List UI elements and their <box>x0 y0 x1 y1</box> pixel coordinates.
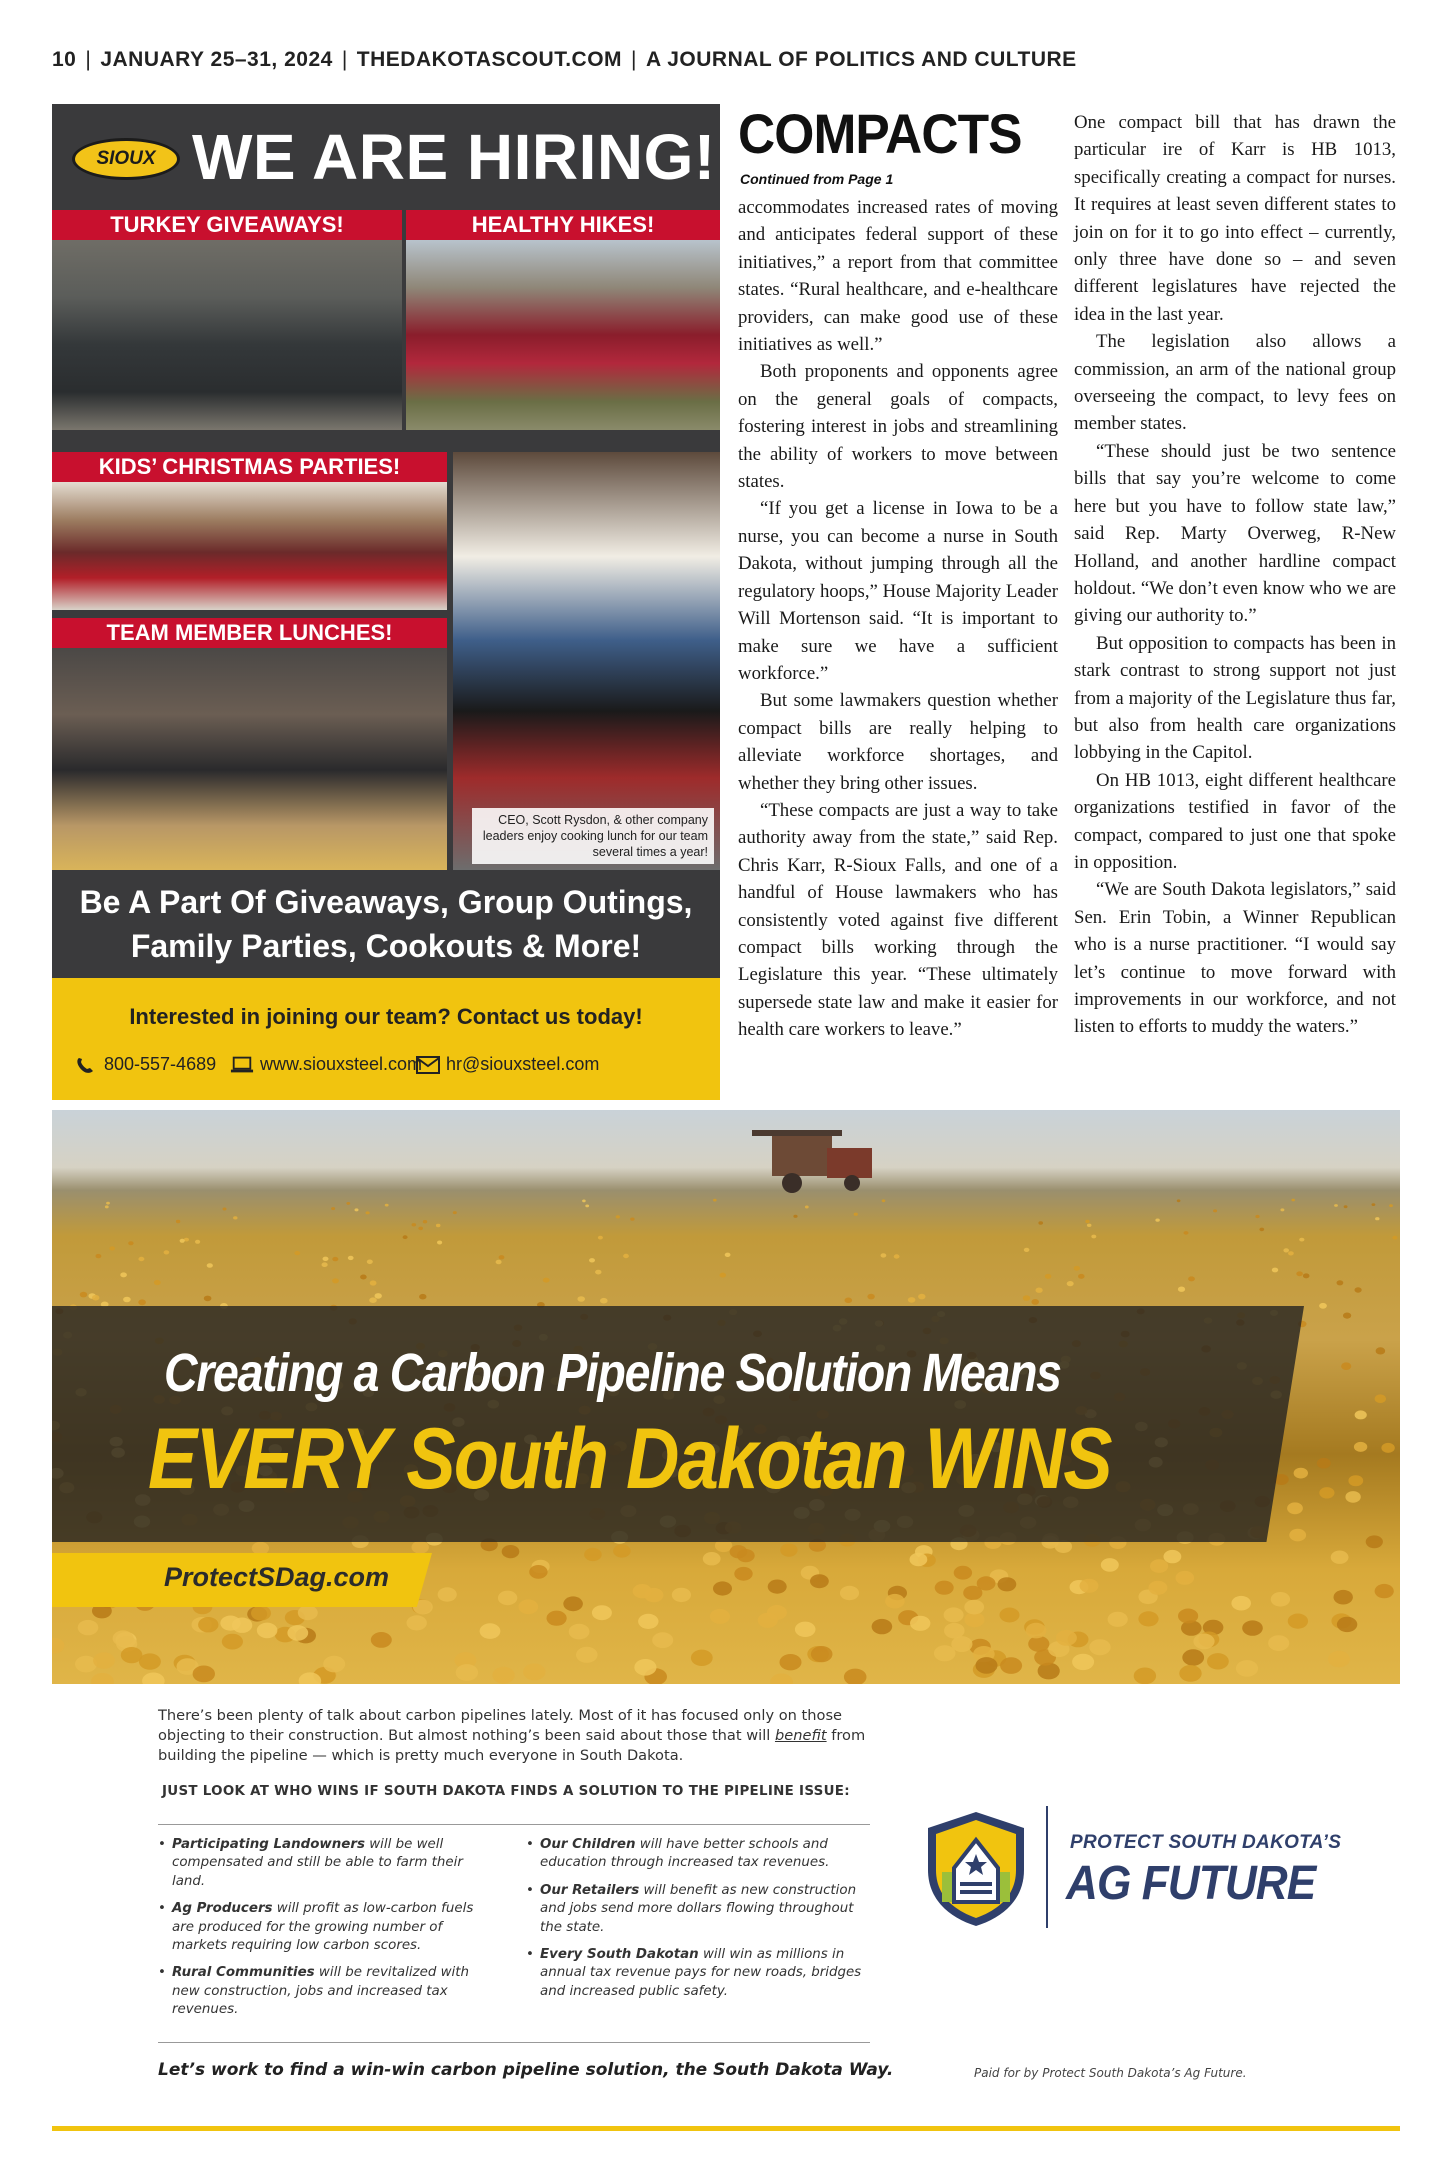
turkey-giveaway-image <box>52 240 402 430</box>
masthead: 10 | JANUARY 25–31, 2024 | THEDAKOTASCOUT.COM | A JOURNAL OF POLITICS AND CULTURE <box>52 48 1077 71</box>
article-paragraph: One compact bill that has drawn the particular ire of Karr is HB 1013, specifically creating a compact for nurses. It requires at least seven different states to join on for it to go into effect – currently, only three have done so – and seven different legislatures have rejected the idea in the last year. <box>1074 112 1396 325</box>
ceo-caption: CEO, Scott Rysdon, & other company leaders enjoy cooking lunch for our team several times a year! <box>472 808 714 864</box>
photo-label: HEALTHY HIKES! <box>406 210 720 240</box>
article-paragraph: “These compacts are just a way to take authority away from the state,” said Rep. Chris Karr, R-Sioux Falls, and one of a handful of House lawmakers who has consistently voted against five different compact bills working through the Legislature this year. “These ultimately supersede state law and make it easier for health care workers to leave.” <box>738 799 1058 1041</box>
article-paragraph: “If you get a license in Iowa to be a nurse, you can become a nurse in South Dakota, without jumping through all the regulatory hoops,” House Majority Leader Will Mortenson said. “It is important to make sure we have a sufficient workforce.” <box>738 498 1058 684</box>
hiring-tagline <box>52 870 720 978</box>
carbon-intro-text: There’s been plenty of talk about carbon pipelines lately. Most of it has focused only on those objecting to their construction. But almost nothing’s been said about those that will benefit from building the pipeline — which is pretty much everyone in South Dakota. <box>158 1707 866 1764</box>
winners-heading: JUST LOOK AT WHO WINS IF SOUTH DAKOTA FINDS A SOLUTION TO THE PIPELINE ISSUE: <box>162 1784 850 1799</box>
winner-item: • Our Retailers will benefit as new construction and jobs send more dollars flowing throughout the state. <box>526 1882 871 1937</box>
issue-date: JANUARY 25–31, 2024 <box>100 48 333 71</box>
winners-list-right <box>526 1836 871 2010</box>
logo-divider <box>1046 1806 1048 1928</box>
article-column-1 <box>738 194 1058 1044</box>
divider <box>158 2042 870 2043</box>
article-headline: COMPACTS <box>738 102 1022 165</box>
laptop-icon <box>230 1056 254 1074</box>
photo-healthy-hikes <box>406 210 720 430</box>
carbon-headline-line-1: Creating a Carbon Pipeline Solution Means <box>164 1343 1061 1403</box>
winner-item: • Our Children will have better schools and education through increased tax revenues. <box>526 1836 871 1873</box>
article-paragraph: “We are South Dakota legislators,” said Sen. Erin Tobin, a Winner Republican who is a nurse practitioner. “I would say let’s continue to move forward with improvements in our workforce, and not listen to efforts to muddy the waters.” <box>1074 879 1396 1038</box>
hiring-title: WE ARE HIRING! <box>192 121 716 193</box>
contact-question: Interested in joining our team? Contact us today! <box>129 1004 643 1029</box>
photo-turkey-giveaways <box>52 210 402 430</box>
photo-team-member-lunches <box>52 618 447 870</box>
article-paragraph: The legislation also allows a commission, an arm of the national group overseeing the compact, to levy fees on member states. <box>1074 331 1396 435</box>
hiring-header <box>52 104 720 206</box>
article-paragraph: But some lawmakers question whether compact bills are really helping to alleviate workforce shortages, and whether they bring other issues. <box>738 690 1058 794</box>
carbon-pipeline-banner <box>52 1110 1400 1684</box>
sioux-steel-logo: SIOUX <box>72 138 180 180</box>
barn-shield-icon <box>924 1810 1028 1928</box>
benefit-emphasis: benefit <box>774 1727 827 1744</box>
carbon-headline-line-2: EVERY South Dakotan WINS <box>148 1411 1111 1507</box>
winner-item: • Rural Communities will be revitalized with new construction, jobs and increased tax revenues. <box>158 1964 498 2019</box>
winner-item: • Ag Producers will profit as low-carbon fuels are produced for the growing number of markets requiring low carbon scores. <box>158 1900 498 1955</box>
photo-label: TEAM MEMBER LUNCHES! <box>52 618 447 648</box>
paid-for-disclaimer: Paid for by Protect South Dakota’s Ag Future. <box>974 2066 1247 2080</box>
website-contact[interactable]: www.siouxsteel.com <box>230 1054 422 1075</box>
photo-kids-christmas-parties <box>52 452 447 610</box>
email-contact[interactable]: hr@siouxsteel.com <box>416 1054 599 1075</box>
photo-label: TURKEY GIVEAWAYS! <box>52 210 402 240</box>
article-column-2 <box>1074 109 1396 1041</box>
winner-item: • Participating Landowners will be well compensated and still be able to farm their land. <box>158 1836 498 1891</box>
closing-statement: Let’s work to find a win-win carbon pipeline solution, the South Dakota Way. <box>158 2060 894 2080</box>
bottom-rule <box>52 2126 1400 2131</box>
logo-line-1: PROTECT SOUTH DAKOTA’S <box>1070 1832 1342 1853</box>
continued-note: Continued from Page 1 <box>740 171 894 187</box>
kids-christmas-image <box>52 482 447 610</box>
tagline: A JOURNAL OF POLITICS AND CULTURE <box>646 48 1077 71</box>
protectsdag-link[interactable]: ProtectSDag.com <box>164 1562 390 1592</box>
winner-item: • Every South Dakotan will win as millions in annual tax revenue pays for new roads, bridges and increased public safety. <box>526 1946 871 2001</box>
photo-ceo-cooking <box>453 452 720 870</box>
divider <box>158 1824 870 1825</box>
tagline-line-1: Be A Part Of Giveaways, Group Outings, <box>79 884 693 920</box>
page-number: 10 <box>52 48 77 71</box>
article-paragraph: But opposition to compacts has been in stark contrast to strong support not just from a majority of the Legislature thus far, but also from health care organizations lobbying in the Capitol. <box>1074 632 1396 764</box>
hiring-contact-box <box>52 978 720 1100</box>
winners-list-left <box>158 1836 498 2029</box>
combine-harvester-image <box>742 1128 892 1198</box>
logo-line-2: AG FUTURE <box>1066 1857 1316 1910</box>
tagline-line-2: Family Parties, Cookouts & More! <box>130 928 642 964</box>
photo-label: KIDS’ CHRISTMAS PARTIES! <box>52 452 447 482</box>
team-lunch-image <box>52 648 447 870</box>
site-link[interactable]: THEDAKOTASCOUT.COM <box>356 48 623 71</box>
article-paragraph: Both proponents and opponents agree on the general goals of compacts, fostering interest in jobs and streamlining the ability of workers to move between states. <box>738 361 1058 493</box>
phone-contact[interactable]: 800-557-4689 <box>74 1054 216 1075</box>
article-paragraph: “These should just be two sentence bills that say you’re welcome to come here but you have to follow state law,” said Rep. Marty Overweg, R-New Holland, and another hardline compact holdout. “We don’t even know who we are giving our authority to.” <box>1074 440 1396 627</box>
phone-icon <box>74 1056 98 1074</box>
mail-icon <box>416 1056 440 1074</box>
hiring-advertisement <box>52 104 720 1100</box>
article-paragraph: accommodates increased rates of moving and anticipates federal support of these initiatives,” a report from that committee states. “Rural healthcare, and e-healthcare providers, can make good use of these initiatives as well.” <box>738 197 1058 356</box>
article-paragraph: On HB 1013, eight different healthcare organizations testified in favor of the compact, compared to just one that spoke in opposition. <box>1074 769 1396 873</box>
healthy-hikes-image <box>406 240 720 430</box>
